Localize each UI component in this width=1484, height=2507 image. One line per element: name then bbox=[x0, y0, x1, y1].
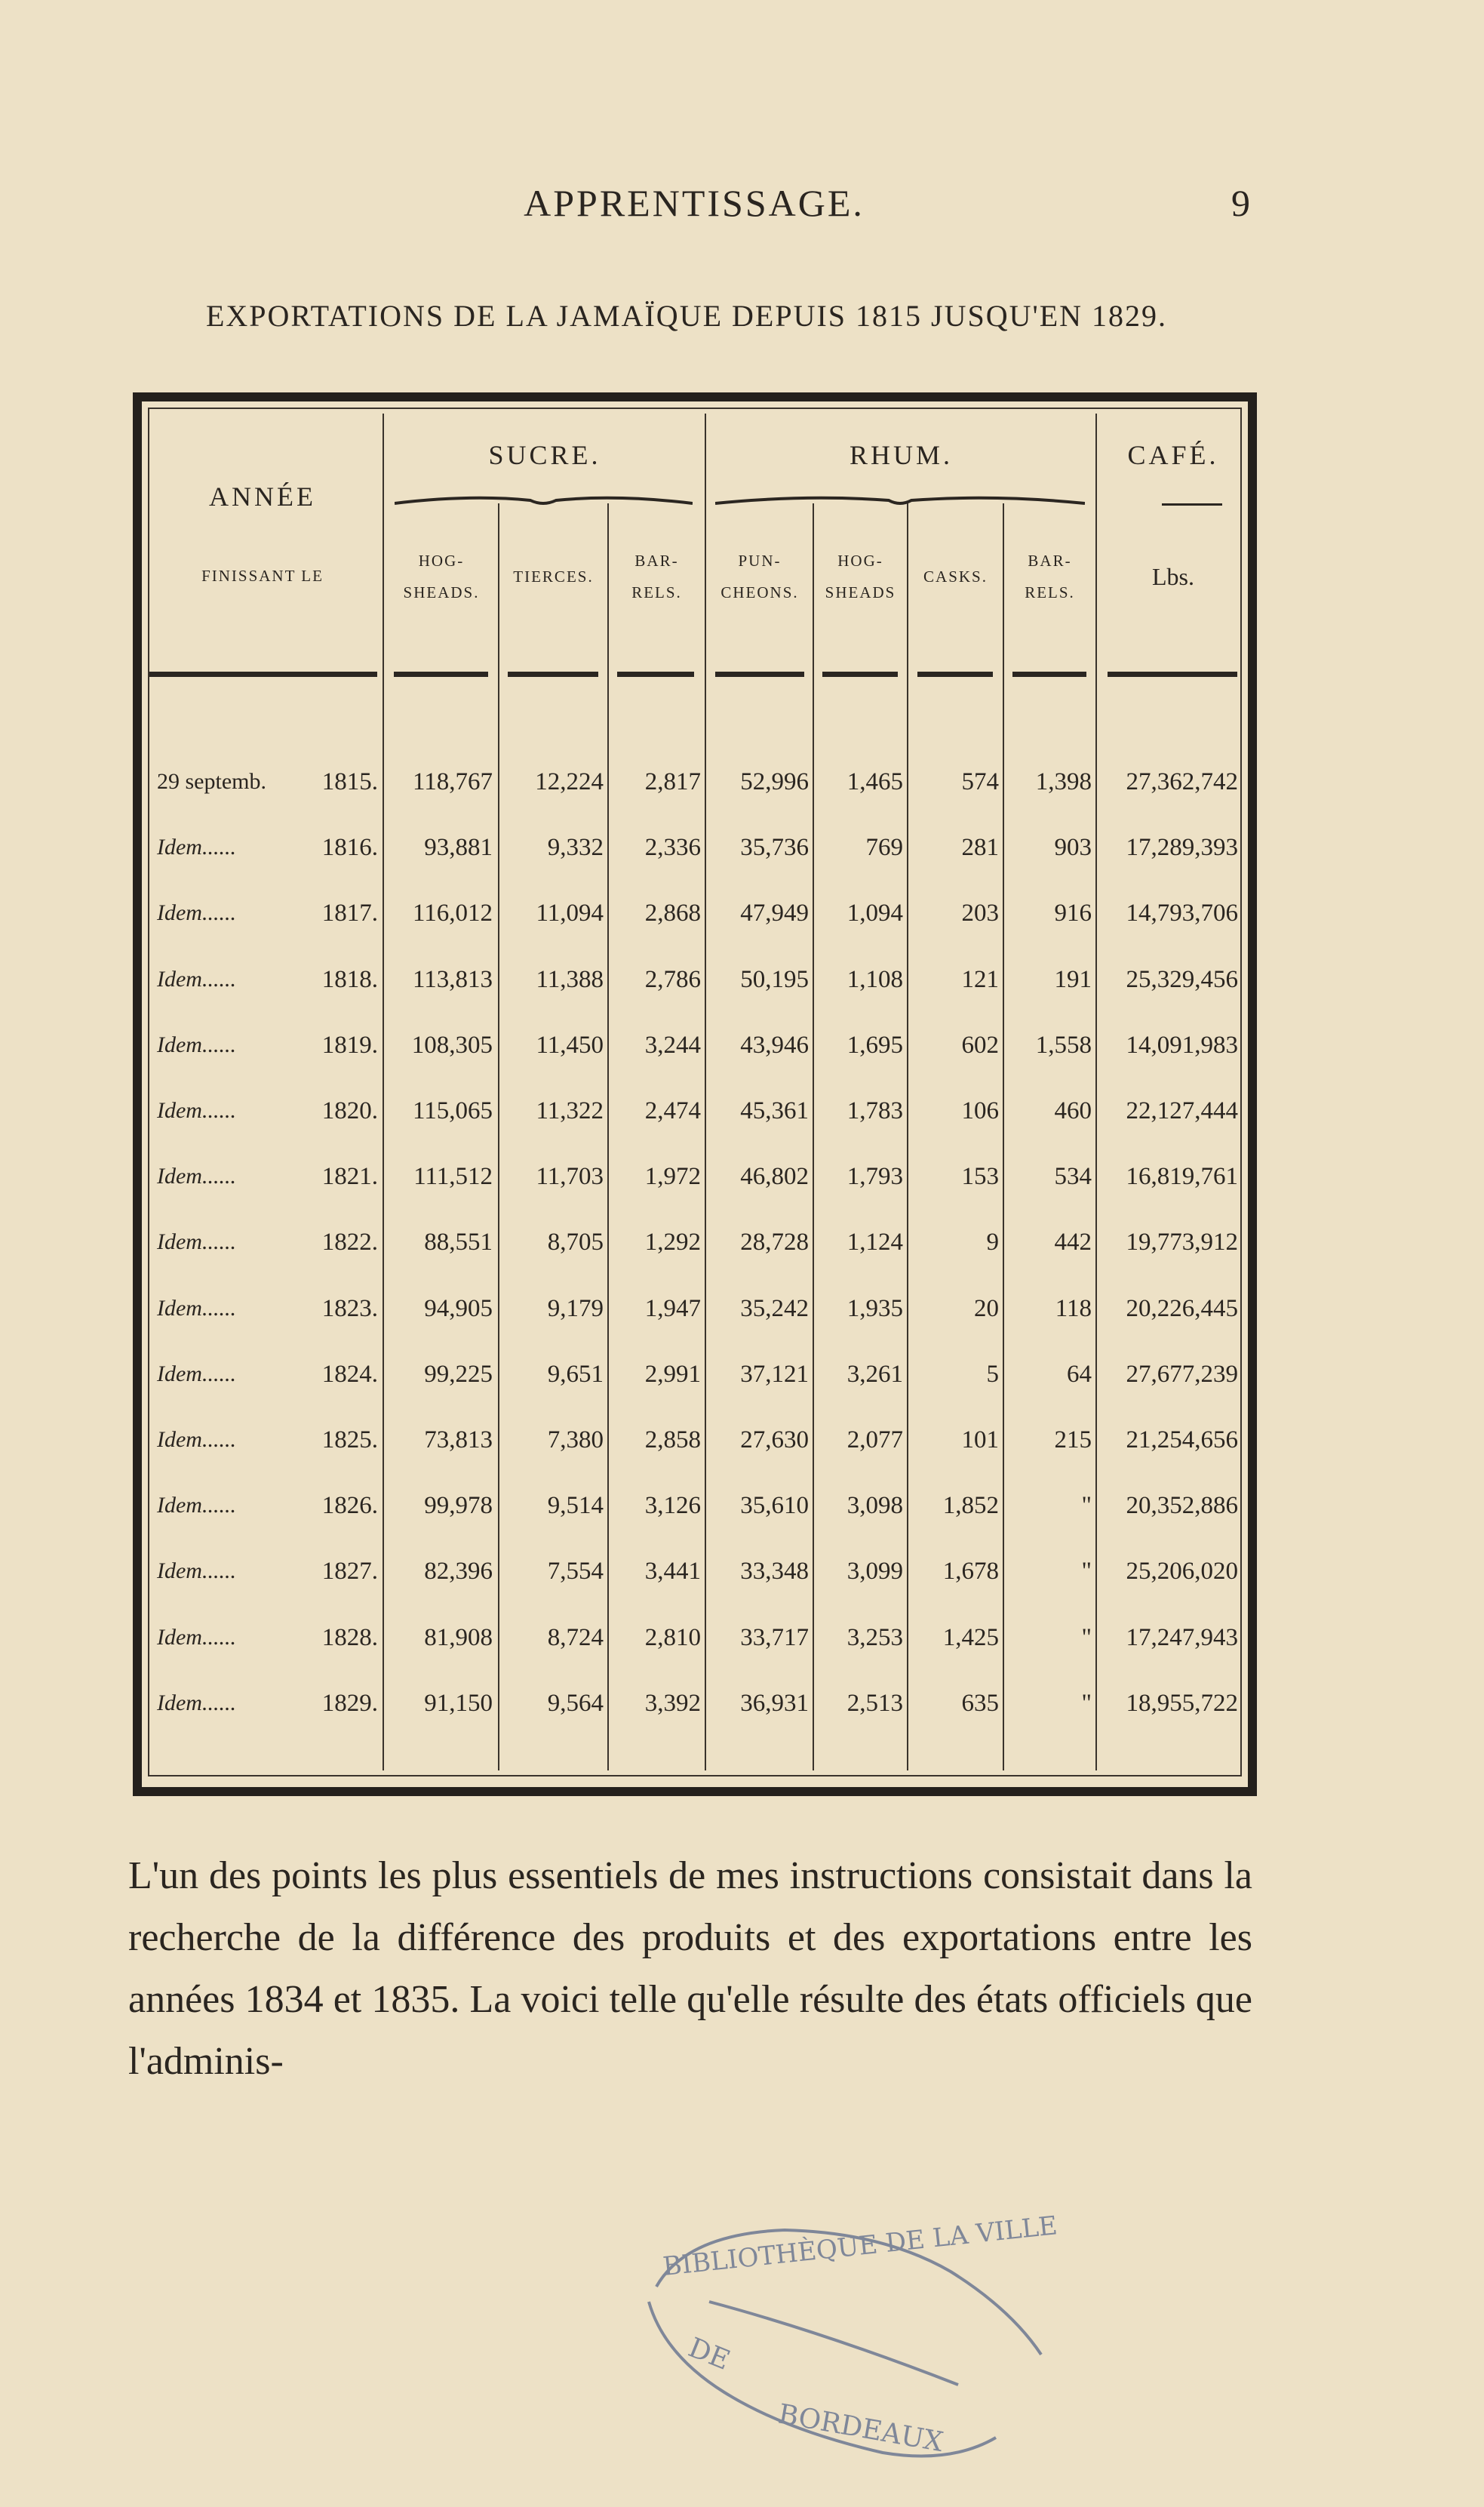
cell-hogsheads-sucre: 93,881 bbox=[424, 834, 493, 862]
cell-barrels-rhum: 442 bbox=[1054, 1229, 1092, 1257]
cell-hogsheads-rhum: 3,098 bbox=[846, 1492, 903, 1520]
cell-casks: 106 bbox=[961, 1097, 999, 1124]
cell-casks: 574 bbox=[961, 768, 999, 795]
cell-puncheons: 37,121 bbox=[740, 1360, 809, 1388]
cell-hogsheads-sucre: 116,012 bbox=[412, 900, 493, 927]
cell-barrels-sucre: 3,392 bbox=[644, 1689, 701, 1717]
header-rule bbox=[715, 672, 804, 677]
cell-casks: 635 bbox=[961, 1689, 999, 1717]
table-row bbox=[142, 1078, 1248, 1144]
row-label: Idem...... bbox=[157, 1164, 236, 1189]
cell-puncheons: 47,949 bbox=[740, 900, 809, 927]
header-rule bbox=[917, 672, 993, 677]
table-row bbox=[142, 1538, 1248, 1604]
cell-barrels-sucre: 1,972 bbox=[644, 1163, 701, 1191]
row-label: 29 septemb. bbox=[157, 769, 266, 794]
cell-barrels-sucre: 2,858 bbox=[644, 1426, 701, 1453]
row-year: 1821. bbox=[321, 1163, 378, 1191]
cell-casks: 121 bbox=[961, 965, 999, 993]
row-year: 1819. bbox=[321, 1031, 378, 1059]
row-year: 1829. bbox=[321, 1689, 378, 1717]
cell-cafe-lbs: 14,091,983 bbox=[1126, 1031, 1238, 1059]
cell-puncheons: 28,728 bbox=[740, 1229, 809, 1257]
row-year: 1827. bbox=[321, 1558, 378, 1586]
cell-puncheons: 52,996 bbox=[740, 768, 809, 795]
subheader-lbs: Lbs. bbox=[1152, 563, 1194, 590]
cell-hogsheads-rhum: 1,465 bbox=[846, 768, 903, 795]
subheader-puncheons bbox=[707, 545, 813, 608]
cell-cafe-lbs: 25,206,020 bbox=[1126, 1558, 1238, 1586]
cell-hogsheads-sucre: 99,225 bbox=[424, 1360, 493, 1388]
cell-casks: 1,425 bbox=[942, 1623, 999, 1651]
cell-barrels-rhum: " bbox=[1081, 1623, 1092, 1651]
cell-puncheons: 35,736 bbox=[740, 834, 809, 862]
cell-barrels-sucre: 2,336 bbox=[644, 834, 701, 862]
rhum-brace bbox=[715, 494, 1085, 508]
page-header bbox=[0, 181, 1484, 241]
cell-hogsheads-rhum: 1,935 bbox=[846, 1294, 903, 1322]
table-row bbox=[142, 1670, 1248, 1736]
cell-cafe-lbs: 27,677,239 bbox=[1126, 1360, 1238, 1388]
row-label: Idem...... bbox=[157, 1624, 236, 1650]
cell-hogsheads-rhum: 3,099 bbox=[846, 1558, 903, 1586]
exports-table bbox=[133, 392, 1257, 1796]
cell-tierces: 11,322 bbox=[536, 1097, 604, 1124]
cell-tierces: 8,705 bbox=[547, 1229, 604, 1257]
cell-hogsheads-rhum: 2,077 bbox=[846, 1426, 903, 1453]
cell-casks: 153 bbox=[961, 1163, 999, 1191]
cell-hogsheads-sucre: 82,396 bbox=[424, 1558, 493, 1586]
cell-cafe-lbs: 27,362,742 bbox=[1126, 768, 1238, 795]
cell-hogsheads-sucre: 113,813 bbox=[412, 965, 493, 993]
cell-hogsheads-sucre: 118,767 bbox=[412, 768, 493, 795]
header-rule bbox=[1108, 672, 1237, 677]
cell-cafe-lbs: 14,793,706 bbox=[1126, 900, 1238, 927]
cell-hogsheads-sucre: 99,978 bbox=[424, 1492, 493, 1520]
cell-hogsheads-rhum: 1,783 bbox=[846, 1097, 903, 1124]
table-row bbox=[142, 1143, 1248, 1210]
cell-tierces: 7,380 bbox=[547, 1426, 604, 1453]
cell-hogsheads-rhum: 1,695 bbox=[846, 1031, 903, 1059]
cell-tierces: 9,332 bbox=[547, 834, 604, 862]
row-label: Idem...... bbox=[157, 966, 236, 992]
cell-hogsheads-sucre: 108,305 bbox=[411, 1031, 493, 1059]
cell-barrels-rhum: 534 bbox=[1054, 1163, 1092, 1191]
subheader-casks: CASKS. bbox=[923, 568, 988, 586]
cell-hogsheads-sucre: 88,551 bbox=[424, 1229, 493, 1257]
row-label: Idem...... bbox=[157, 1493, 236, 1518]
header-rule bbox=[617, 672, 694, 677]
cell-puncheons: 50,195 bbox=[740, 965, 809, 993]
cell-hogsheads-rhum: 1,793 bbox=[846, 1163, 903, 1191]
cell-cafe-lbs: 18,955,722 bbox=[1126, 1689, 1238, 1717]
library-stamp-icon bbox=[634, 2204, 1071, 2475]
cafe-dash bbox=[1162, 503, 1222, 506]
cell-hogsheads-rhum: 3,261 bbox=[846, 1360, 903, 1388]
cell-casks: 1,852 bbox=[942, 1492, 999, 1520]
header-rule bbox=[149, 672, 377, 677]
cell-barrels-rhum: " bbox=[1081, 1558, 1092, 1586]
cell-casks: 9 bbox=[986, 1229, 999, 1257]
cell-barrels-rhum: " bbox=[1081, 1689, 1092, 1717]
subheader-line: SHEADS. bbox=[403, 583, 480, 601]
cell-barrels-sucre: 2,474 bbox=[644, 1097, 701, 1124]
table-row bbox=[142, 1209, 1248, 1275]
stamp-top-text: BIBLIOTHÈQUE DE LA VILLE bbox=[661, 2210, 1059, 2282]
header-sucre: SUCRE. bbox=[488, 440, 601, 470]
subheader-hogsheads-sucre bbox=[385, 545, 498, 608]
header-finissant-le: FINISSANT LE bbox=[201, 567, 324, 585]
cell-casks: 602 bbox=[961, 1031, 999, 1059]
stamp-bottom-text: BORDEAUX bbox=[776, 2398, 946, 2459]
cell-casks: 101 bbox=[961, 1426, 999, 1453]
subheader-line: BAR- bbox=[1028, 552, 1072, 570]
cell-puncheons: 46,802 bbox=[740, 1163, 809, 1191]
cell-barrels-sucre: 2,817 bbox=[644, 768, 701, 795]
cell-hogsheads-sucre: 73,813 bbox=[424, 1426, 493, 1453]
cell-barrels-rhum: 118 bbox=[1055, 1294, 1092, 1322]
cell-hogsheads-rhum: 3,253 bbox=[846, 1623, 903, 1651]
cell-tierces: 11,450 bbox=[536, 1031, 604, 1059]
table-row bbox=[142, 1407, 1248, 1473]
cell-cafe-lbs: 20,352,886 bbox=[1126, 1492, 1238, 1520]
cell-cafe-lbs: 16,819,761 bbox=[1126, 1163, 1238, 1191]
table-row bbox=[142, 1275, 1248, 1342]
cell-tierces: 11,703 bbox=[536, 1163, 604, 1191]
row-year: 1816. bbox=[321, 834, 378, 862]
row-label: Idem...... bbox=[157, 1690, 236, 1715]
row-label: Idem...... bbox=[157, 835, 236, 860]
cell-puncheons: 35,610 bbox=[740, 1492, 809, 1520]
subheader-line: CHEONS. bbox=[720, 583, 799, 601]
row-year: 1824. bbox=[321, 1360, 378, 1388]
cell-barrels-rhum: 191 bbox=[1054, 965, 1092, 993]
subheader-line: HOG- bbox=[837, 552, 883, 570]
cell-barrels-sucre: 2,786 bbox=[644, 965, 701, 993]
cell-tierces: 8,724 bbox=[547, 1623, 604, 1651]
cell-casks: 281 bbox=[961, 834, 999, 862]
header-rhum: RHUM. bbox=[849, 440, 954, 470]
row-label: Idem...... bbox=[157, 1558, 236, 1584]
cell-tierces: 9,179 bbox=[547, 1294, 604, 1322]
table-row bbox=[142, 880, 1248, 946]
row-label: Idem...... bbox=[157, 1361, 236, 1386]
sucre-brace bbox=[395, 494, 693, 508]
cell-cafe-lbs: 17,247,943 bbox=[1126, 1623, 1238, 1651]
cell-casks: 5 bbox=[986, 1360, 999, 1388]
cell-barrels-sucre: 2,810 bbox=[644, 1623, 701, 1651]
cell-cafe-lbs: 22,127,444 bbox=[1126, 1097, 1238, 1124]
cell-puncheons: 36,931 bbox=[740, 1689, 809, 1717]
table-row bbox=[142, 946, 1248, 1013]
cell-hogsheads-rhum: 769 bbox=[865, 834, 903, 862]
cell-barrels-rhum: 460 bbox=[1054, 1097, 1092, 1124]
table-row bbox=[142, 1012, 1248, 1078]
cell-barrels-sucre: 1,947 bbox=[644, 1294, 701, 1322]
row-year: 1825. bbox=[321, 1426, 378, 1453]
cell-puncheons: 43,946 bbox=[740, 1031, 809, 1059]
cell-barrels-sucre: 2,868 bbox=[644, 900, 701, 927]
cell-hogsheads-rhum: 1,108 bbox=[846, 965, 903, 993]
row-label: Idem...... bbox=[157, 1295, 236, 1321]
cell-cafe-lbs: 17,289,393 bbox=[1126, 834, 1238, 862]
page-number: 9 bbox=[1231, 182, 1250, 224]
row-label: Idem...... bbox=[157, 1427, 236, 1452]
row-label: Idem...... bbox=[157, 1032, 236, 1057]
header-rule bbox=[394, 672, 488, 677]
body-paragraph: L'un des points les plus essentiels de mes instructions consistait dans la recherche de la différence des produits et des exportations entre les années 1834 et 1835. La voici telle qu'elle résulte des états officiels que l'adminis- bbox=[128, 1854, 1252, 2083]
cell-casks: 1,678 bbox=[942, 1558, 999, 1586]
cell-tierces: 7,554 bbox=[547, 1558, 604, 1586]
cell-cafe-lbs: 25,329,456 bbox=[1126, 965, 1238, 993]
stamp-mid-text: DE bbox=[684, 2332, 735, 2377]
row-label: Idem...... bbox=[157, 1229, 236, 1255]
row-year: 1818. bbox=[321, 965, 378, 993]
cell-barrels-rhum: 215 bbox=[1054, 1426, 1092, 1453]
cell-hogsheads-sucre: 115,065 bbox=[412, 1097, 493, 1124]
header-cafe: CAFÉ. bbox=[1127, 440, 1219, 470]
cell-puncheons: 33,348 bbox=[740, 1558, 809, 1586]
cell-puncheons: 27,630 bbox=[740, 1426, 809, 1453]
cell-casks: 20 bbox=[974, 1294, 999, 1322]
row-year: 1826. bbox=[321, 1492, 378, 1520]
row-year: 1815. bbox=[321, 768, 378, 795]
table-row bbox=[142, 814, 1248, 881]
cell-cafe-lbs: 20,226,445 bbox=[1126, 1294, 1238, 1322]
cell-puncheons: 35,242 bbox=[740, 1294, 809, 1322]
row-year: 1828. bbox=[321, 1623, 378, 1651]
subheader-tierces: TIERCES. bbox=[513, 568, 594, 586]
table-row bbox=[142, 749, 1248, 815]
cell-hogsheads-rhum: 1,094 bbox=[846, 900, 903, 927]
cell-tierces: 9,514 bbox=[547, 1492, 604, 1520]
cell-tierces: 9,651 bbox=[547, 1360, 604, 1388]
table-row bbox=[142, 1604, 1248, 1671]
cell-tierces: 9,564 bbox=[547, 1689, 604, 1717]
header-annee: ANNÉE bbox=[209, 481, 316, 512]
cell-hogsheads-sucre: 111,512 bbox=[413, 1163, 493, 1191]
subheader-line: RELS. bbox=[1025, 583, 1075, 601]
cell-barrels-rhum: 1,558 bbox=[1035, 1031, 1092, 1059]
subheader-line: PUN- bbox=[738, 552, 782, 570]
cell-barrels-rhum: 903 bbox=[1054, 834, 1092, 862]
row-year: 1823. bbox=[321, 1294, 378, 1322]
cell-hogsheads-sucre: 91,150 bbox=[424, 1689, 493, 1717]
cell-barrels-sucre: 2,991 bbox=[644, 1360, 701, 1388]
cell-barrels-sucre: 1,292 bbox=[644, 1229, 701, 1257]
cell-barrels-rhum: 1,398 bbox=[1035, 768, 1092, 795]
cell-hogsheads-sucre: 94,905 bbox=[424, 1294, 493, 1322]
cell-tierces: 11,094 bbox=[536, 900, 604, 927]
header-rule bbox=[508, 672, 598, 677]
row-label: Idem...... bbox=[157, 900, 236, 926]
running-title: APPRENTISSAGE. bbox=[524, 182, 865, 224]
cell-casks: 203 bbox=[961, 900, 999, 927]
table-row bbox=[142, 1472, 1248, 1539]
subheader-hogsheads-rhum bbox=[814, 545, 907, 608]
cell-tierces: 11,388 bbox=[536, 965, 604, 993]
subheader-line: HOG- bbox=[418, 552, 465, 570]
cell-barrels-sucre: 3,244 bbox=[644, 1031, 701, 1059]
header-rule bbox=[822, 672, 898, 677]
cell-cafe-lbs: 19,773,912 bbox=[1126, 1229, 1238, 1257]
row-year: 1822. bbox=[321, 1229, 378, 1257]
cell-tierces: 12,224 bbox=[535, 768, 604, 795]
subheader-line: RELS. bbox=[631, 583, 682, 601]
cell-barrels-sucre: 3,441 bbox=[644, 1558, 701, 1586]
cell-cafe-lbs: 21,254,656 bbox=[1126, 1426, 1238, 1453]
cell-barrels-rhum: " bbox=[1081, 1492, 1092, 1520]
header-rule bbox=[1012, 672, 1086, 677]
cell-hogsheads-rhum: 1,124 bbox=[846, 1229, 903, 1257]
table-row bbox=[142, 1341, 1248, 1407]
subheader-barrels-sucre bbox=[609, 545, 705, 608]
subheader-line: SHEADS bbox=[825, 583, 896, 601]
cell-hogsheads-sucre: 81,908 bbox=[424, 1623, 493, 1651]
subheader-line: BAR- bbox=[634, 552, 679, 570]
row-year: 1820. bbox=[321, 1097, 378, 1124]
cell-barrels-sucre: 3,126 bbox=[644, 1492, 701, 1520]
cell-puncheons: 45,361 bbox=[740, 1097, 809, 1124]
row-year: 1817. bbox=[321, 900, 378, 927]
subheader-barrels-rhum bbox=[1004, 545, 1095, 608]
cell-puncheons: 33,717 bbox=[740, 1623, 809, 1651]
cell-hogsheads-rhum: 2,513 bbox=[846, 1689, 903, 1717]
cell-barrels-rhum: 916 bbox=[1054, 900, 1092, 927]
row-label: Idem...... bbox=[157, 1098, 236, 1123]
table-caption: EXPORTATIONS DE LA JAMAÏQUE DEPUIS 1815 JUSQU'EN 1829. bbox=[205, 299, 1168, 333]
cell-barrels-rhum: 64 bbox=[1067, 1360, 1092, 1388]
